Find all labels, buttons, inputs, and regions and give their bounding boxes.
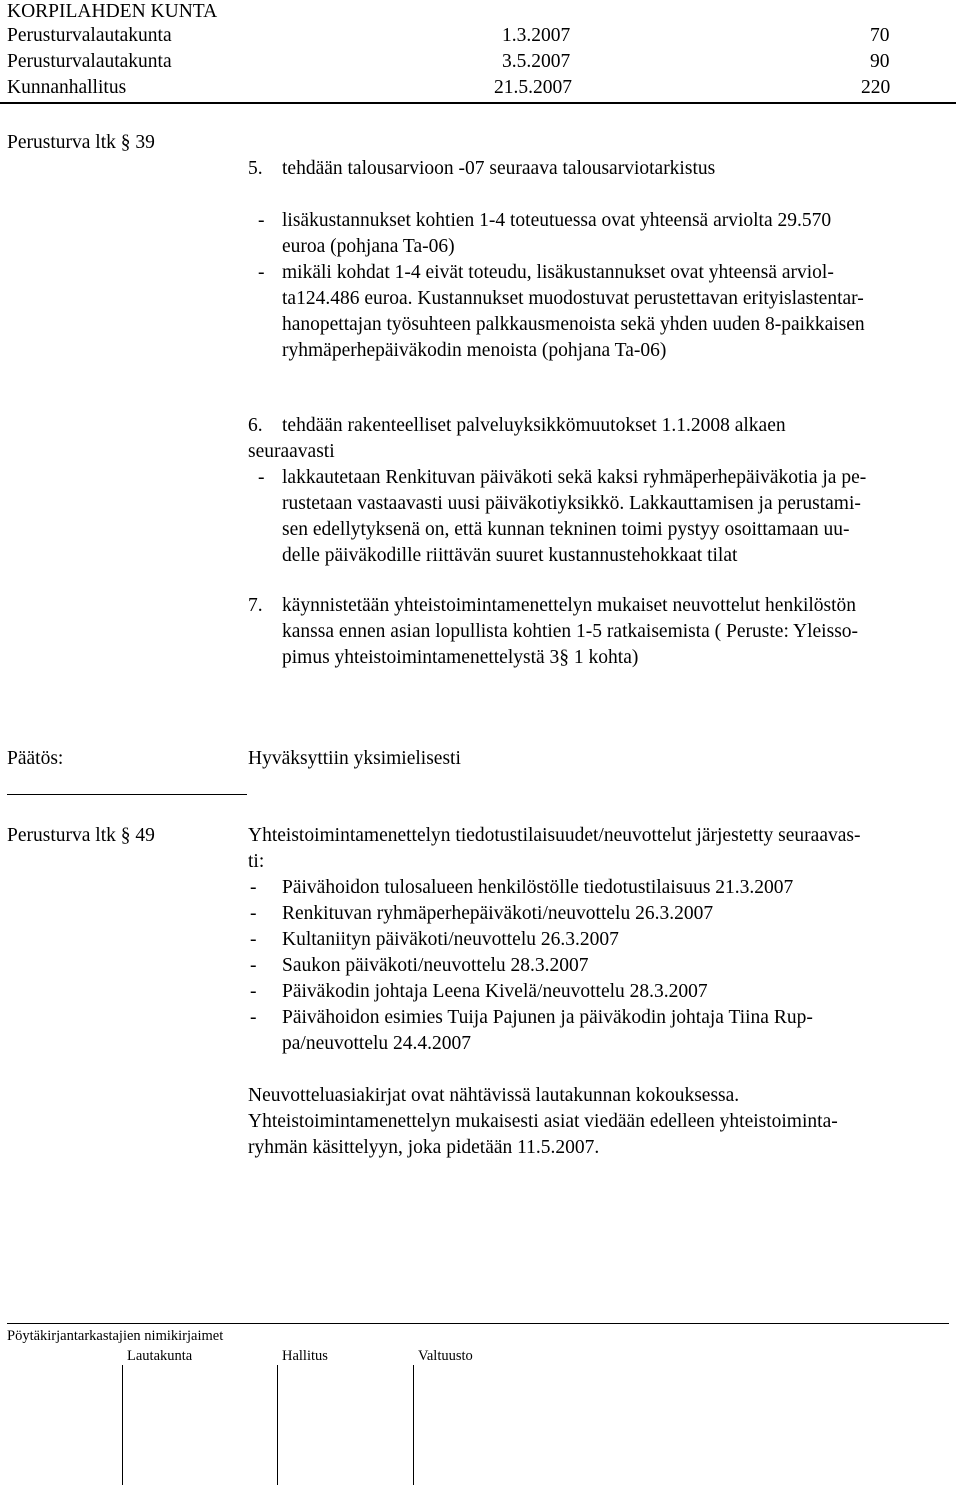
item-text: käynnistetään yhteistoimintamenettelyn mukaiset neuvottelut henkilöstön — [282, 595, 857, 616]
footer-column-hallitus: Hallitus — [282, 1348, 328, 1364]
list-dash: - — [250, 929, 257, 950]
paragraph-line: ryhmäperhepäiväkodin menoista (pohjana Ta-06) — [282, 340, 667, 361]
page-number: 70 — [870, 25, 890, 46]
page-number: 90 — [870, 51, 890, 72]
meeting-body: Kunnanhallitus — [7, 77, 127, 98]
item-number: 7. — [248, 595, 263, 616]
meeting-body: Perusturvalautakunta — [7, 25, 172, 46]
list-dash: - — [258, 467, 265, 488]
paragraph-line: ti: — [248, 851, 265, 872]
item-text: seuraavasti — [248, 441, 335, 462]
signature-box-divider — [122, 1365, 123, 1485]
list-item: Päiväkodin johtaja Leena Kivelä/neuvottelu 28.3.2007 — [282, 981, 708, 1002]
list-item: Kultaniityn päiväkoti/neuvottelu 26.3.2007 — [282, 929, 619, 950]
list-dash: - — [250, 1007, 257, 1028]
list-item: Päivähoidon tulosalueen henkilöstölle tiedotustilaisuus 21.3.2007 — [282, 877, 794, 898]
list-dash: - — [250, 981, 257, 1002]
decision-text: Hyväksyttiin yksimielisesti — [248, 748, 461, 769]
list-item-continuation: pa/neuvottelu 24.4.2007 — [282, 1033, 472, 1054]
paragraph-line: ryhmän käsittelyyn, joka pidetään 11.5.2007. — [248, 1137, 600, 1158]
paragraph-line: Neuvotteluasiakirjat ovat nähtävissä lautakunnan kokouksessa. — [248, 1085, 740, 1106]
page-number: 220 — [861, 77, 891, 98]
section-ref-49: Perusturva ltk § 49 — [7, 825, 155, 846]
item-text: kanssa ennen asian lopullista kohtien 1-5 ratkaisemista ( Peruste: Yleisso- — [282, 621, 859, 642]
paragraph-line: euroa (pohjana Ta-06) — [282, 236, 455, 257]
paragraph-line: ta124.486 euroa. Kustannukset muodostuvat perustettavan erityislastentar- — [282, 288, 864, 309]
list-dash: - — [258, 210, 265, 231]
meeting-date: 1.3.2007 — [502, 25, 571, 46]
paragraph-line: Yhteistoimintamenettelyn mukaisesti asiat viedään edelleen yhteistoiminta- — [248, 1111, 838, 1132]
footer-column-valtuusto: Valtuusto — [418, 1348, 473, 1364]
list-item: Renkituvan ryhmäperhepäiväkoti/neuvottelu 26.3.2007 — [282, 903, 714, 924]
item-text: pimus yhteistoimintamenettelystä 3§ 1 kohta) — [282, 647, 639, 668]
signature-box-divider — [413, 1365, 414, 1485]
header-row — [7, 23, 897, 49]
item-number: 6. — [248, 415, 263, 436]
list-dash: - — [250, 903, 257, 924]
meeting-date: 3.5.2007 — [502, 51, 571, 72]
header-row — [7, 75, 897, 101]
organization-name: KORPILAHDEN KUNTA — [7, 1, 218, 22]
paragraph-line: lakkautetaan Renkituvan päiväkoti sekä kaksi ryhmäperhepäiväkotia ja pe- — [282, 467, 867, 488]
header-divider — [0, 102, 956, 104]
header-row — [7, 49, 897, 75]
footer-label: Pöytäkirjantarkastajien nimikirjaimet — [7, 1328, 224, 1344]
footer-column-lautakunta: Lautakunta — [127, 1348, 193, 1364]
list-item: Saukon päiväkoti/neuvottelu 28.3.2007 — [282, 955, 589, 976]
paragraph-line: lisäkustannukset kohtien 1-4 toteutuessa ovat yhteensä arviolta 29.570 — [282, 210, 832, 231]
paragraph-line: hanopettajan työsuhteen palkkausmenoista sekä yhden uuden 8-paikkaisen — [282, 314, 865, 335]
paragraph-line: mikäli kohdat 1-4 eivät toteudu, lisäkustannukset ovat yhteensä arviol- — [282, 262, 834, 283]
decision-underline — [7, 794, 247, 795]
signature-box-divider — [277, 1365, 278, 1485]
list-dash: - — [250, 955, 257, 976]
decision-label: Päätös: — [7, 748, 64, 769]
meeting-body: Perusturvalautakunta — [7, 51, 172, 72]
paragraph-line: sen edellytyksenä on, että kunnan tekninen toimi pystyy osoittamaan uu- — [282, 519, 850, 540]
section-ref-39: Perusturva ltk § 39 — [7, 132, 155, 153]
list-dash: - — [258, 262, 265, 283]
list-dash: - — [250, 877, 257, 898]
meeting-date: 21.5.2007 — [494, 77, 572, 98]
item-number: 5. — [248, 158, 263, 179]
item-text: tehdään talousarvioon -07 seuraava talousarviotarkistus — [282, 158, 716, 179]
paragraph-line: Yhteistoimintamenettelyn tiedotustilaisuudet/neuvottelut järjestetty seuraavas- — [248, 825, 861, 846]
item-text: tehdään rakenteelliset palveluyksikkömuutokset 1.1.2008 alkaen — [282, 415, 786, 436]
paragraph-line: rustetaan vastaavasti uusi päiväkotiyksikkö. Lakkauttamisen ja perustami- — [282, 493, 861, 514]
paragraph-line: delle päiväkodille riittävän suuret kustannustehokkaat tilat — [282, 545, 738, 566]
list-item: Päivähoidon esimies Tuija Pajunen ja päiväkodin johtaja Tiina Rup- — [282, 1007, 813, 1028]
footer-divider — [7, 1323, 949, 1324]
